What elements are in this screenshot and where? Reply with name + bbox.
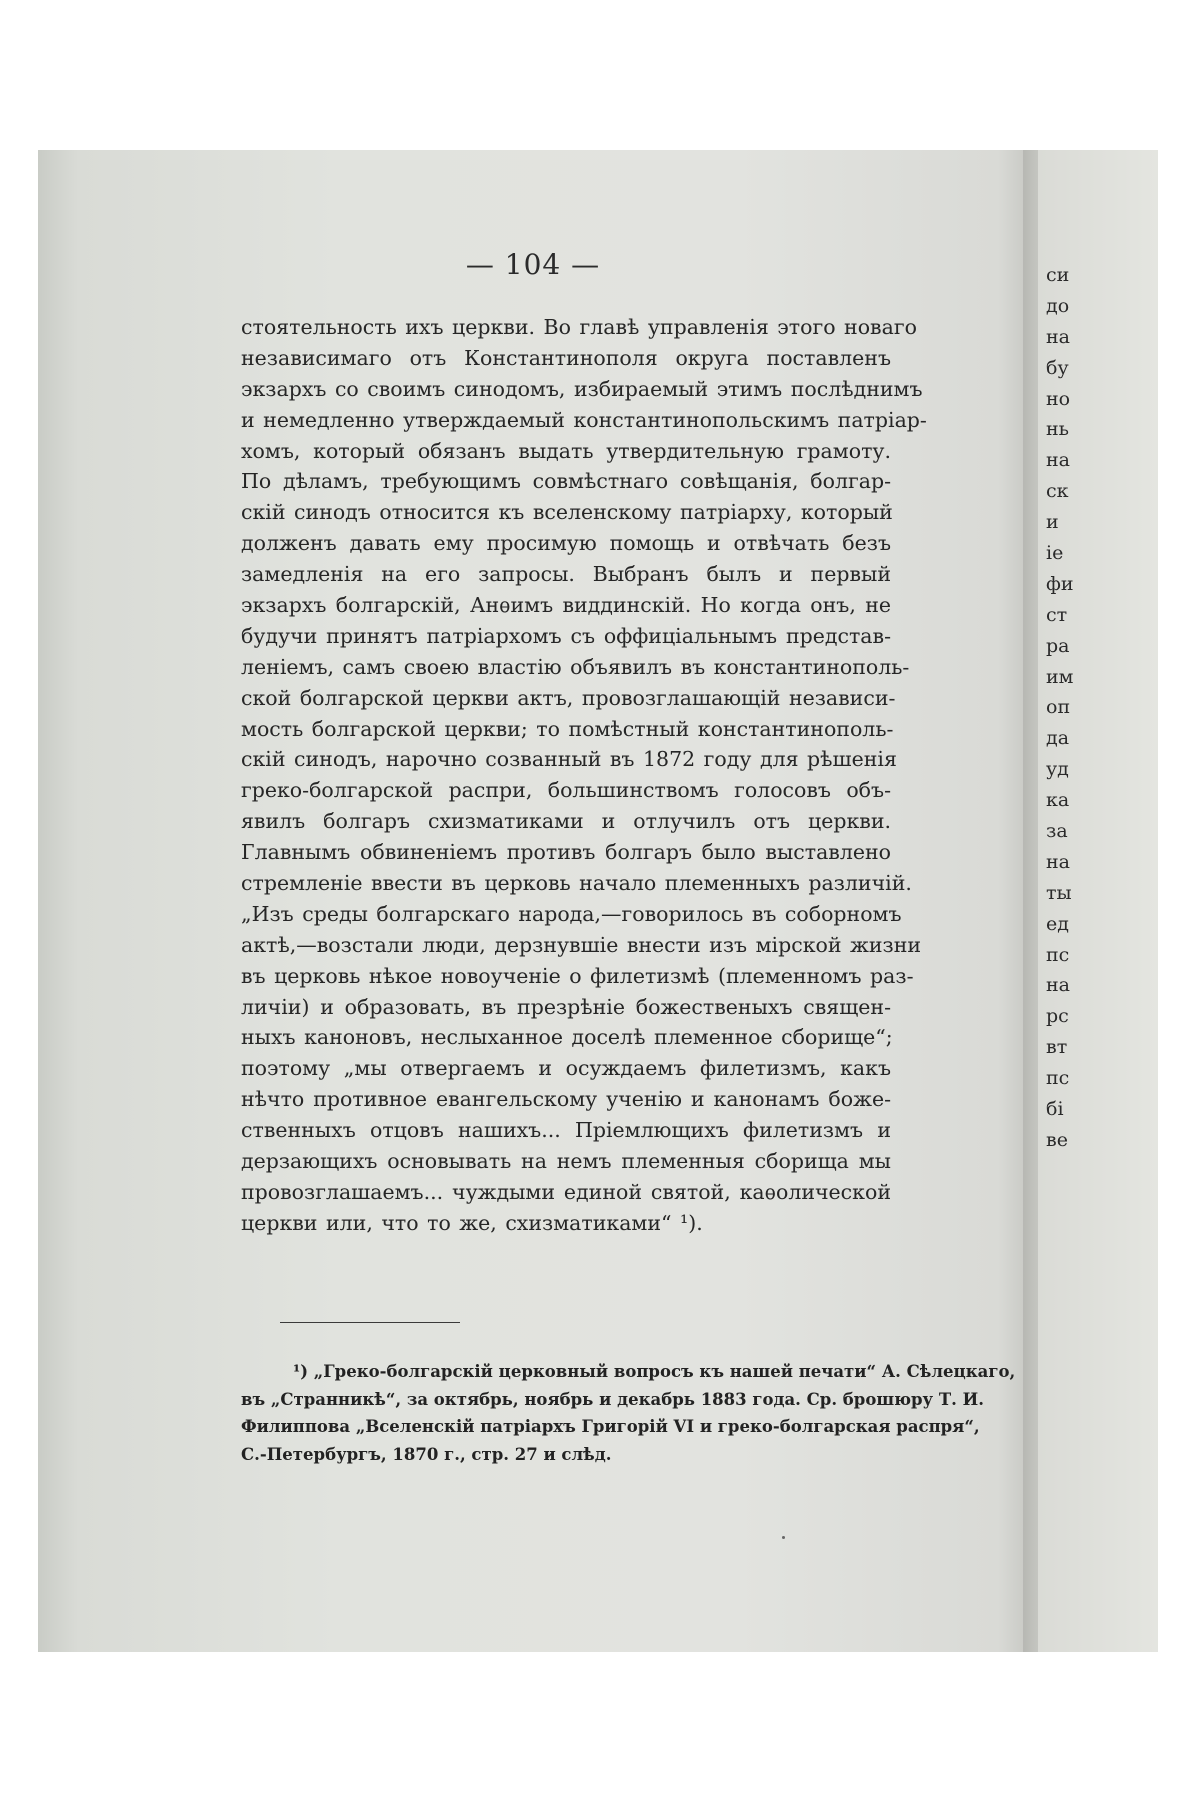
book-page — [38, 150, 1028, 1652]
text-line: скій синодъ относится къ вселенскому патріарху, который — [241, 500, 893, 525]
edge-fragment: пс — [1046, 1067, 1070, 1090]
text-line: личіи) и образовать, въ презрѣніе божественыхъ священ- — [241, 994, 891, 1019]
text-line: провозглашаемъ... чуждыми единой святой, каѳолической — [241, 1179, 891, 1204]
text-line: экзархъ со своимъ синодомъ, избираемый этимъ послѣднимъ — [241, 376, 923, 401]
page-number: — 104 — — [465, 248, 601, 281]
footnote-line: Филиппова „Вселенскій патріархъ Григорій VI и греко-болгарская распря“, — [241, 1417, 980, 1437]
edge-fragment: да — [1046, 727, 1070, 750]
text-line: греко-болгарской распри, большинствомъ голосовъ объ- — [241, 778, 891, 803]
edge-fragment: до — [1046, 294, 1070, 317]
text-line: будучи принятъ патріархомъ съ оффиціальнымъ представ- — [241, 623, 891, 648]
edge-fragment: фи — [1046, 572, 1074, 595]
footnote-line: въ „Странникѣ“, за октябрь, ноябрь и декабрь 1883 года. Ср. брошюру Т. И. — [241, 1389, 984, 1409]
edge-fragment: іе — [1046, 542, 1064, 565]
text-line: леніемъ, самъ своею властію объявилъ въ константинополь- — [241, 654, 910, 679]
edge-fragment: бу — [1046, 356, 1069, 379]
main-text — [241, 312, 927, 1239]
edge-fragment: рс — [1046, 1005, 1069, 1028]
text-line: церкви или, что то же, схизматиками“ ¹). — [241, 1210, 703, 1235]
edge-fragment: уд — [1046, 758, 1069, 781]
edge-fragment: и — [1046, 511, 1059, 534]
text-line: ныхъ каноновъ, неслыханное доселѣ племенное сборище“; — [241, 1025, 893, 1050]
text-line: стремленіе ввести въ церковь начало племенныхъ различій. — [241, 871, 912, 896]
text-line: хомъ, который обязанъ выдать утвердительную грамоту. — [241, 438, 891, 463]
text-line: экзархъ болгарскій, Анѳимъ виддинскій. Но когда онъ, не — [241, 593, 891, 618]
text-line: По дѣламъ, требующимъ совмѣстнаго совѣщанія, болгар- — [241, 469, 891, 494]
book-photo — [38, 150, 1158, 1652]
edge-fragment: пс — [1046, 943, 1070, 966]
footnote-line: ¹) „Греко-болгарскій церковный вопросъ къ нашей печати“ А. Сѣлецкаго, — [293, 1362, 1016, 1381]
edge-fragment: ве — [1046, 1128, 1068, 1151]
footnote-rule — [280, 1322, 460, 1323]
edge-fragment: ра — [1046, 634, 1070, 657]
edge-fragment: ст — [1046, 603, 1068, 626]
text-line: скій синодъ, нарочно созванный въ 1872 году для рѣшенія — [241, 747, 897, 772]
text-line: актѣ,—возстали люди, дерзнувшіе внести изъ мірской жизни — [241, 932, 922, 957]
edge-fragment: за — [1046, 820, 1068, 843]
text-line: въ церковь нѣкое новоученіе о филетизмѣ (племенномъ раз- — [241, 963, 914, 988]
next-page-edge-text — [1046, 260, 1086, 1156]
text-line: „Изъ среды болгарскаго народа,—говорилось въ соборномъ — [241, 901, 902, 926]
edge-fragment: на — [1046, 449, 1070, 472]
edge-fragment: бі — [1046, 1098, 1064, 1121]
edge-fragment: ка — [1046, 789, 1070, 812]
paper-speck — [782, 1536, 785, 1539]
text-line: и немедленно утверждаемый константинопольскимъ патріар- — [241, 407, 927, 432]
text-line: мость болгарской церкви; то помѣстный константинополь- — [241, 716, 894, 741]
text-line: явилъ болгаръ схизматиками и отлучилъ отъ церкви. — [241, 809, 891, 834]
edge-fragment: на — [1046, 850, 1070, 873]
edge-fragment: си — [1046, 264, 1070, 286]
text-line: независимаго отъ Константинополя округа поставленъ — [241, 345, 891, 370]
edge-fragment: ты — [1046, 881, 1072, 904]
edge-fragment: но — [1046, 387, 1071, 410]
edge-fragment: ед — [1046, 912, 1069, 935]
edge-fragment: вт — [1046, 1036, 1068, 1059]
footnote — [241, 1358, 1016, 1468]
edge-fragment: нь — [1046, 418, 1070, 441]
footnote-line: С.-Петербургъ, 1870 г., стр. 27 и слѣд. — [241, 1444, 612, 1464]
text-line: долженъ давать ему просимую помощь и отвѣчать безъ — [241, 531, 891, 556]
text-line: ской болгарской церкви актъ, провозглашающій независи- — [241, 685, 896, 710]
text-line: поэтому „мы отвергаемъ и осуждаемъ филетизмъ, какъ — [241, 1056, 891, 1081]
edge-fragment: им — [1046, 665, 1074, 688]
text-line: ственныхъ отцовъ нашихъ... Пріемлющихъ филетизмъ и — [241, 1118, 891, 1143]
edge-fragment: на — [1046, 325, 1070, 348]
edge-fragment: оп — [1046, 696, 1071, 719]
text-line: дерзающихъ основывать на немъ племенныя сборища мы — [241, 1149, 891, 1174]
text-line: Главнымъ обвиненіемъ противъ болгаръ было выставлено — [241, 840, 891, 865]
text-line: замедленія на его запросы. Выбранъ былъ и первый — [241, 562, 891, 587]
text-line: стоятельность ихъ церкви. Во главѣ управленія этого новаго — [241, 315, 917, 339]
edge-fragment: на — [1046, 974, 1070, 997]
edge-fragment: ск — [1046, 480, 1069, 503]
text-line: нѣчто противное евангельскому ученію и канонамъ боже- — [241, 1087, 891, 1112]
